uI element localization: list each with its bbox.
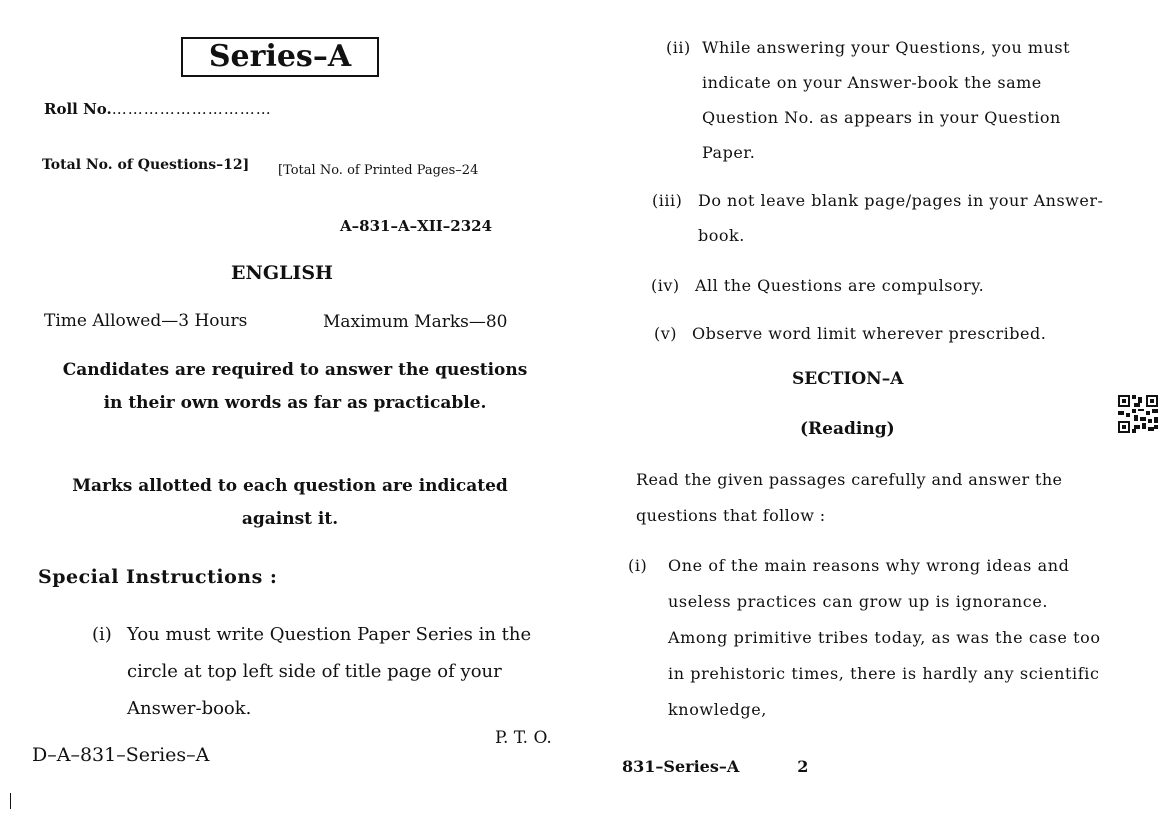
- instruction-i-text: You must write Question Paper Series in the circle at top left side of title page of your Answer-book.: [127, 624, 532, 719]
- qr-code-icon: [1118, 395, 1158, 433]
- instruction-i: [92, 616, 562, 727]
- roll-label: Roll No.: [44, 100, 112, 118]
- passage-text: One of the main reasons why wrong ideas and useless practices can grow up is ignorance. Among primitive tribes today, as was the case too in prehistoric times, there is hardly any scientific knowledge,: [668, 556, 1101, 719]
- instruction-iv-number: (iv): [651, 276, 680, 295]
- roll-number-field: [44, 100, 272, 118]
- roll-dots: …………………………: [111, 100, 272, 118]
- page-number: 2: [797, 757, 809, 776]
- instruction-iv-text: All the Questions are compulsory.: [695, 276, 985, 295]
- instruction-iii-number: (iii): [652, 191, 683, 210]
- total-pages: [Total No. of Printed Pages–24: [278, 163, 479, 178]
- reading-intro: Read the given passages carefully and answer the questions that follow :: [636, 470, 1063, 525]
- scan-mark: [10, 793, 11, 809]
- series-box: Series–A: [181, 37, 379, 77]
- instruction-v-text: Observe word limit wherever prescribed.: [692, 324, 1047, 343]
- paper-code: A–831–A–XII–2324: [340, 217, 493, 235]
- maximum-marks: Maximum Marks—80: [323, 312, 508, 332]
- right-footer: [622, 757, 808, 776]
- instruction-i-number: (i): [92, 624, 112, 645]
- marks-note: Marks allotted to each question are indicated against it.: [72, 476, 508, 529]
- left-footer: D–A–831–Series–A: [32, 744, 210, 766]
- instruction-ii: [666, 30, 1116, 170]
- pto-label: P. T. O.: [495, 728, 552, 748]
- instruction-iii: [652, 183, 1116, 253]
- instruction-ii-text: While answering your Questions, you must indicate on your Answer-book the same Question No. as appears in your Question Paper.: [702, 38, 1071, 162]
- section-heading: SECTION–A: [792, 369, 904, 389]
- candidates-note: Candidates are required to answer the questions in their own words as far as practicable.: [62, 360, 528, 413]
- instruction-v: [654, 316, 1124, 351]
- subject-title: ENGLISH: [231, 262, 333, 284]
- passage-i: [628, 548, 1108, 728]
- instruction-iii-text: Do not leave blank page/pages in your Answer-book.: [698, 191, 1104, 245]
- instruction-ii-number: (ii): [666, 38, 691, 57]
- reading-heading: (Reading): [800, 419, 895, 439]
- right-footer-series: 831–Series–A: [622, 757, 740, 776]
- passage-number: (i): [628, 556, 648, 575]
- instruction-iv: [651, 268, 1121, 303]
- time-allowed: Time Allowed—3 Hours: [44, 311, 248, 331]
- total-questions: Total No. of Questions–12]: [42, 157, 250, 173]
- instruction-v-number: (v): [654, 324, 678, 343]
- special-instructions-heading: Special Instructions :: [38, 566, 278, 588]
